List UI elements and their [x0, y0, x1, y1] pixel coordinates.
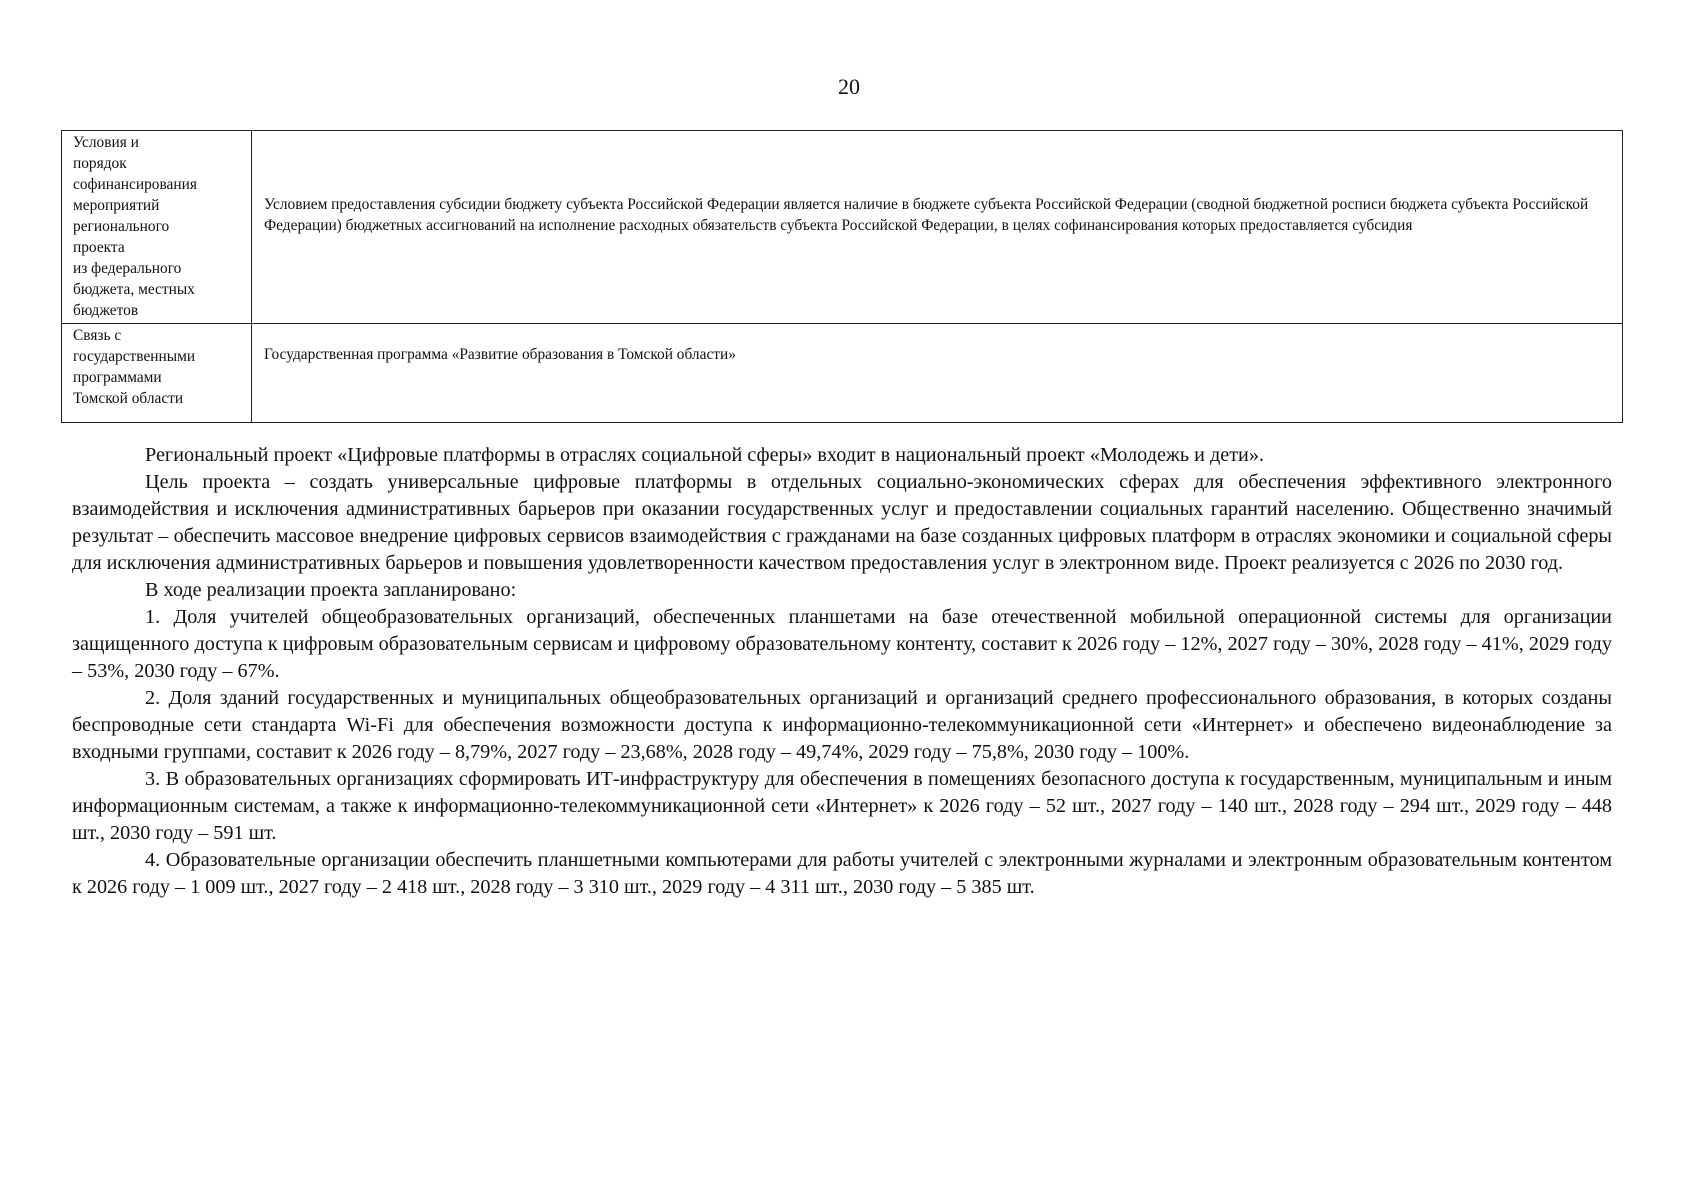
table-row	[62, 324, 1623, 423]
paragraph-plan-heading: В ходе реализации проекта запланировано:	[145, 579, 517, 601]
row-label-cofinancing: Условия и порядок софинансирования мероприятий регионального проекта из федерального бюджета, местных бюджетов	[73, 134, 197, 319]
table-row	[62, 131, 1623, 324]
row-value-state-programs: Государственная программа «Развитие образования в Томской области»	[264, 346, 736, 363]
paragraph-item-1: 1. Доля учителей общеобразовательных организаций, обеспеченных планшетами на базе отечественной мобильной операционной системы для организации защищенного доступа к цифровым образовательным сервисам и цифровому образовательному контенту, составит к 2026 году – 12%, 2027 году – 30%, 2028 году – 41%, 2029 году – 53%, 2030 году – 67%.	[72, 606, 1612, 682]
table-value-cell	[252, 324, 1623, 423]
project-info-table	[61, 130, 1623, 423]
body-text	[72, 442, 1612, 901]
paragraph-item-4: 4. Образовательные организации обеспечить планшетными компьютерами для работы учителей с электронными журналами и электронным образовательным контентом к 2026 году – 1 009 шт., 2027 году – 2 418 шт., 2028 году – 3 310 шт., 2029 году – 4 311 шт., 2030 году – 5 385 шт.	[72, 849, 1612, 898]
page-number: 20	[838, 74, 860, 99]
table-value-cell	[252, 131, 1623, 324]
paragraph-item-2: 2. Доля зданий государственных и муниципальных общеобразовательных организаций и организаций среднего профессионального образования, в которых созданы беспроводные сети стандарта Wi-Fi для обеспечения возможности доступа к информационно-телекоммуникационной сети «Интернет» и обеспечено видеонаблюдение за входными группами, составит к 2026 году – 8,79%, 2027 году – 23,68%, 2028 году – 49,74%, 2029 году – 75,8%, 2030 году – 100%.	[72, 687, 1612, 763]
paragraph-intro: Региональный проект «Цифровые платформы в отраслях социальной сферы» входит в национальный проект «Молодежь и дети».	[145, 444, 1264, 466]
paragraph-item-3: 3. В образовательных организациях сформировать ИТ-инфраструктуру для обеспечения в помещениях безопасного доступа к государственным, муниципальным и иным информационным системам, а также к информационно-телекоммуникационной сети «Интернет» к 2026 году – 52 шт., 2027 году – 140 шт., 2028 году – 294 шт., 2029 году – 448 шт., 2030 году – 591 шт.	[72, 768, 1612, 844]
table-label-cell	[62, 131, 252, 324]
paragraph-goal: Цель проекта – создать универсальные цифровые платформы в отдельных социально-экономических сферах для обеспечения эффективного электронного взаимодействия и исключения административных барьеров при оказании государственных услуг и предоставлении социальных гарантий населению. Общественно значимый результат – обеспечить массовое внедрение цифровых сервисов взаимодействия с гражданами на базе созданных цифровых платформ в отраслях экономики и социальной сферы для исключения административных барьеров и повышения удовлетворенности качеством предоставления услуг в электронном виде. Проект реализуется с 2026 по 2030 год.	[72, 471, 1612, 574]
row-label-state-programs: Связь с государственными программами Томской области	[73, 327, 196, 407]
row-value-cofinancing: Условием предоставления субсидии бюджету субъекта Российской Федерации является наличие в бюджете субъекта Российской Федерации (сводной бюджетной росписи бюджета субъекта Российской Федерации) бюджетных ассигнований на исполнение расходных обязательств субъекта Российской Федерации, в целях софинансирования которых предоставляется субсидия	[264, 196, 1589, 234]
table-label-cell	[62, 324, 252, 423]
